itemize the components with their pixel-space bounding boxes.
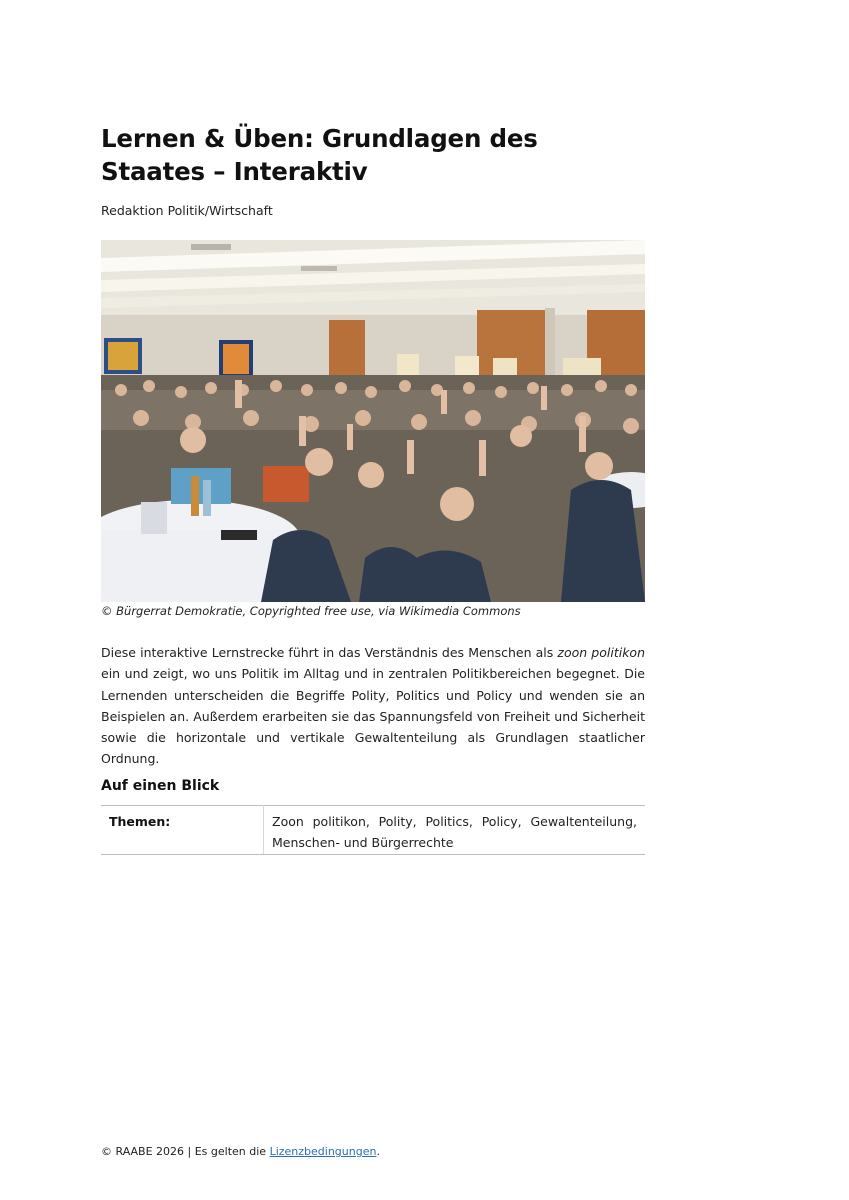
- intro-text-end: ein und zeigt, wo uns Politik im Alltag und in zentralen Politikbereichen begegnet. Die Lernenden unterscheiden die Begriffe Polity, Politics und Policy und wenden sie an Beispielen an. Außerdem erarbeiten sie das Spannungsfeld von Freiheit und Sicherheit sowie die horizontale und vertikale Gewaltenteilung als Grundlagen staatlicher Ordnung.: [101, 666, 645, 767]
- glance-heading: Auf einen Blick: [101, 778, 220, 794]
- page-title: Lernen & Üben: Grundlagen des Staates – Interaktiv: [101, 124, 538, 186]
- glance-value: Zoon politikon, Polity, Politics, Policy, Gewaltenteilung, Menschen- und Bürgerrechte: [264, 806, 646, 855]
- glance-label: Themen:: [101, 806, 264, 855]
- license-link[interactable]: Lizenzbedingungen: [269, 1145, 377, 1158]
- footer-end: .: [376, 1145, 380, 1158]
- author-line: Redaktion Politik/Wirtschaft: [101, 203, 273, 218]
- intro-text-start: Diese interaktive Lernstrecke führt in das Verständnis des Menschen als: [101, 645, 558, 660]
- page-footer: [101, 1145, 380, 1158]
- photo-caption: © Bürgerrat Demokratie, Copyrighted free use, via Wikimedia Commons: [101, 604, 521, 618]
- intro-emphasis: zoon politikon: [557, 645, 645, 660]
- footer-copyright: © RAABE 2026 | Es gelten die: [101, 1145, 270, 1158]
- intro-paragraph: [101, 642, 645, 770]
- glance-table: [101, 805, 645, 855]
- table-row: [101, 806, 645, 855]
- cover-photo: [101, 240, 645, 602]
